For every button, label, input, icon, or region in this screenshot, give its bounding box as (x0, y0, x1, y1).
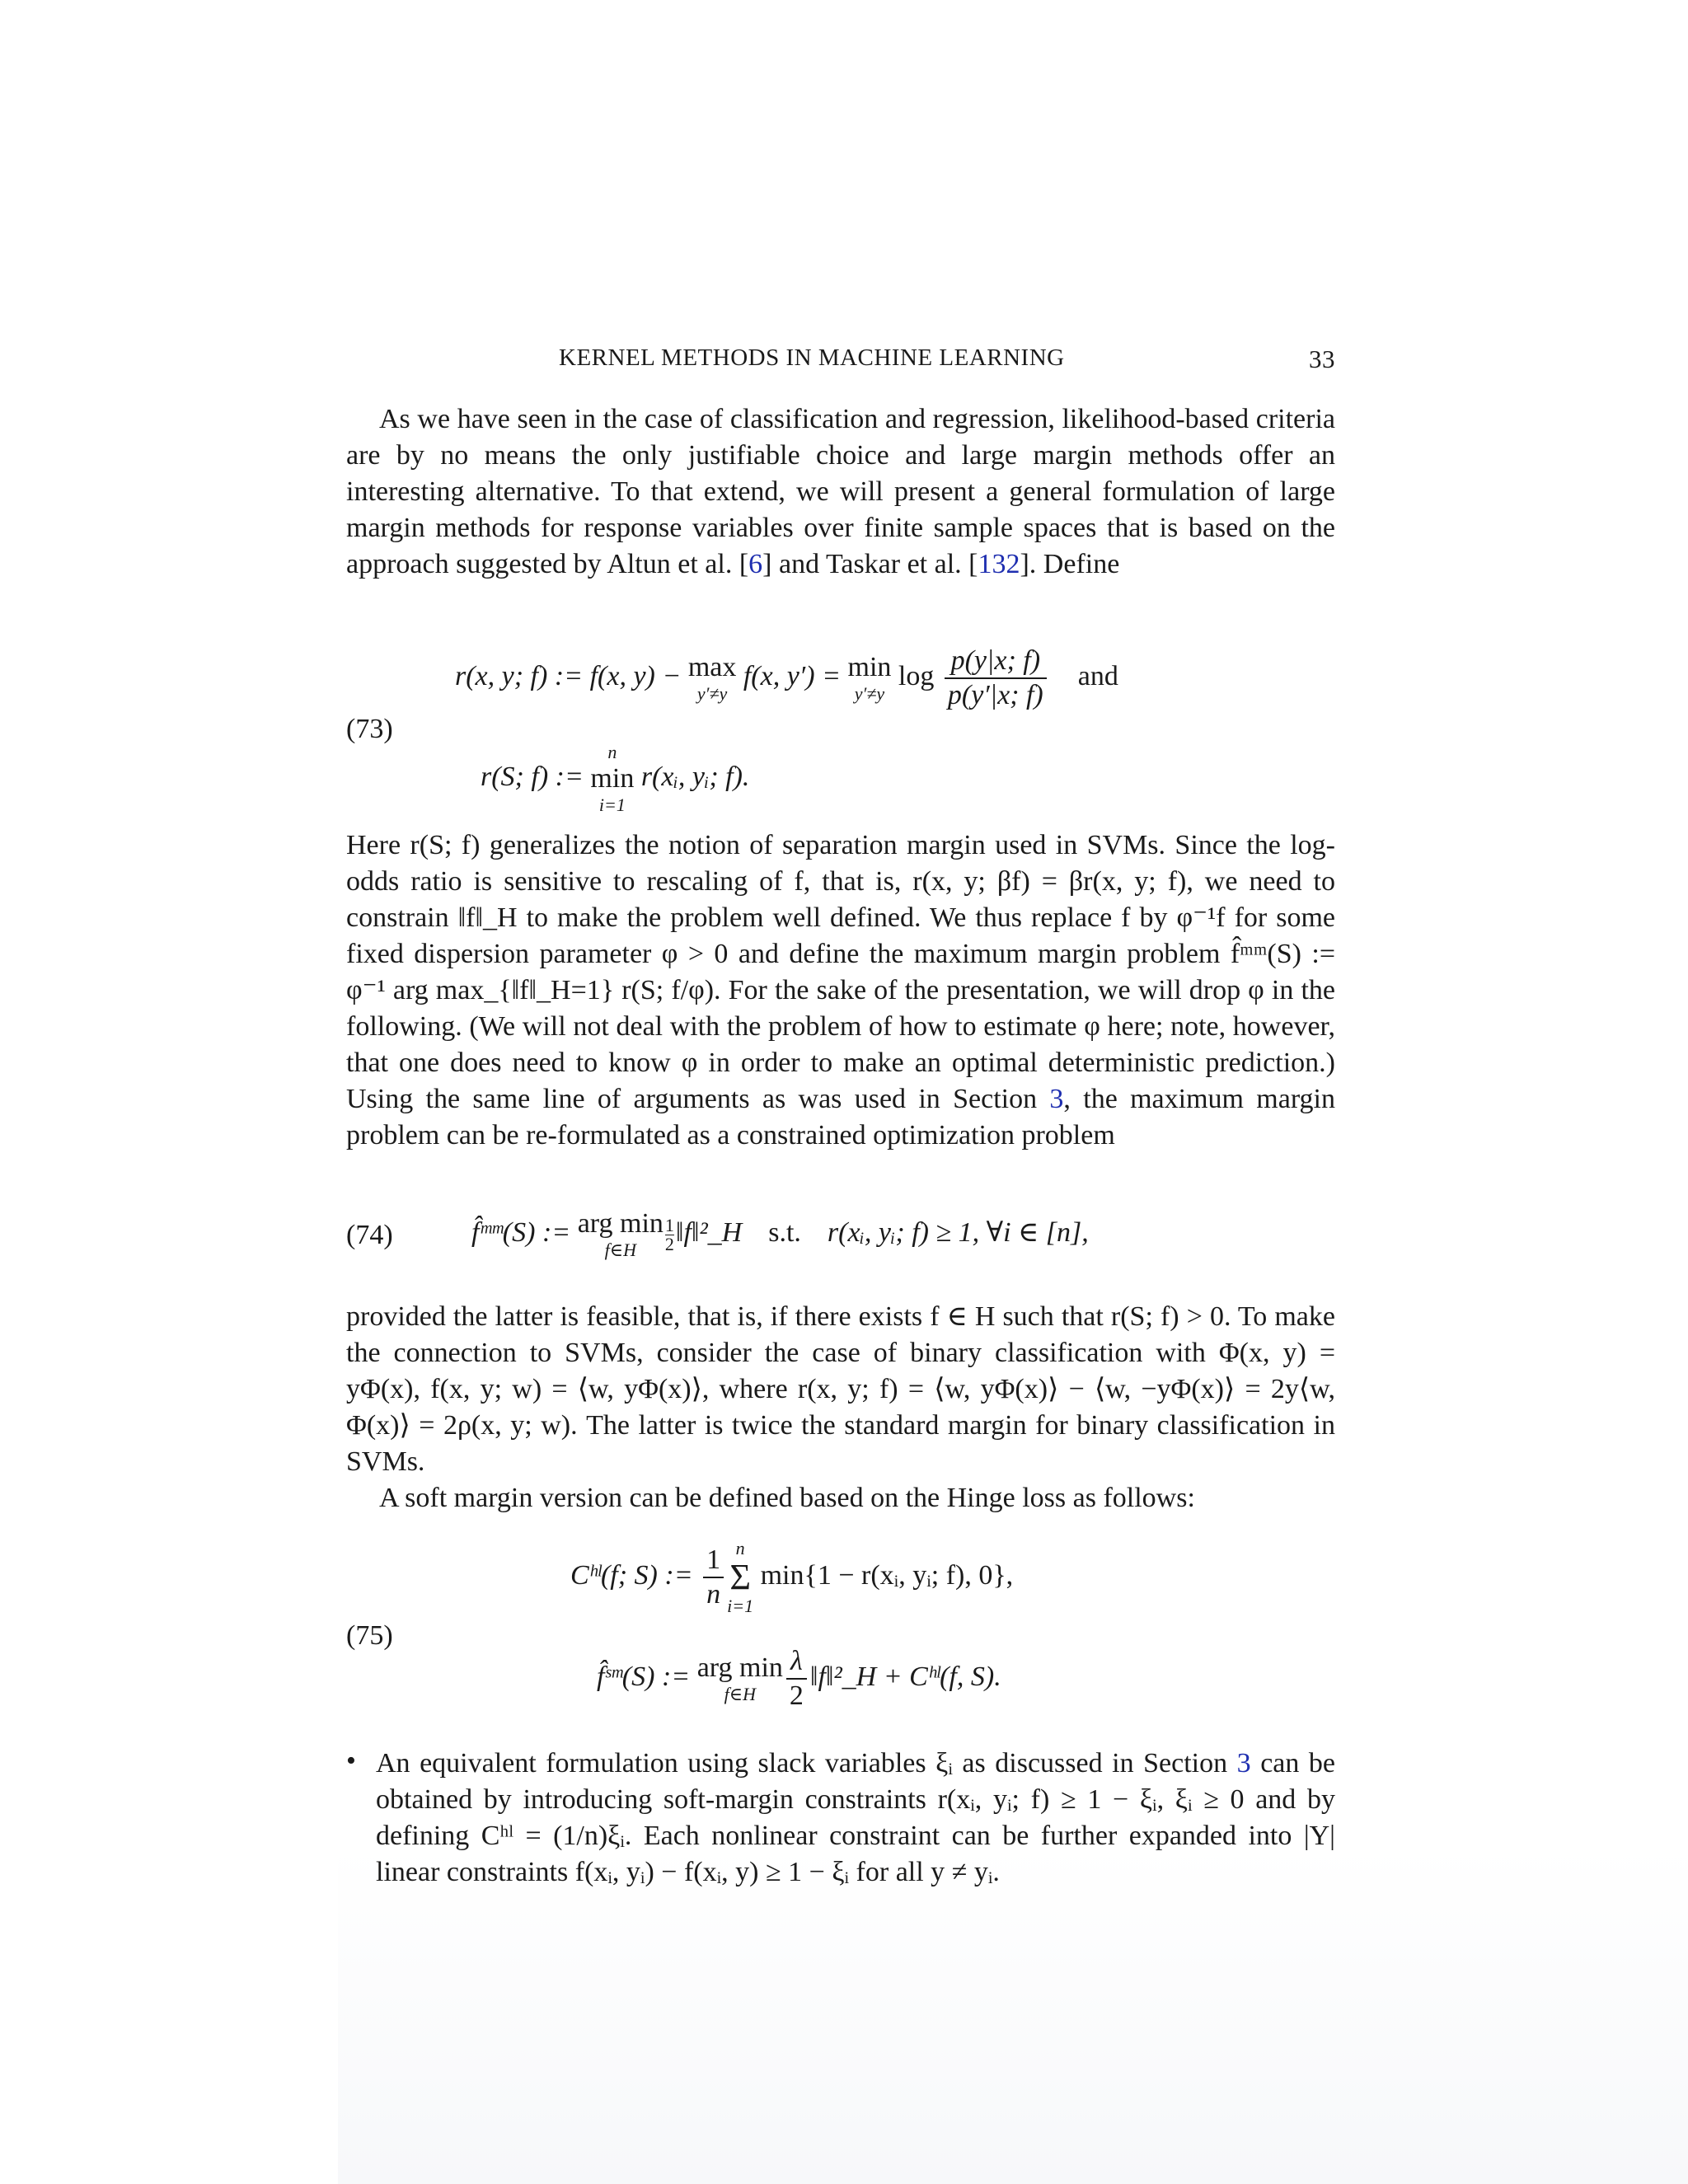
section-link-3[interactable]: 3 (1049, 1084, 1064, 1114)
bullet-text: An equivalent formulation using slack variables ξᵢ as discussed in Section 3 can be obtained by introducing soft-margin constraints r(xᵢ, yᵢ; f) ≥ 1 − ξᵢ, ξᵢ ≥ 0 and by defining Cʰˡ = (1/n)ξᵢ. Each nonlinear constraint can be further expanded into |Y| linear constraints f(xᵢ, yᵢ) − f(xᵢ, y) ≥ 1 − ξᵢ for all y ≠ yᵢ. (376, 1748, 1336, 1887)
intro-text: As we have seen in the case of classification and regression, likelihood-based criteria are by no means the only justifiable choice and large margin methods offer an interesting alternative. To that extend, we will present a general formulation of large margin methods for response variables over finite sample spaces that is based on the approach suggested by Altun et al. [ (346, 404, 1335, 579)
equation-number-73: (73) (346, 714, 393, 744)
intro-text-end: ]. Define (1020, 549, 1120, 579)
equation-74-body: f̂ᵐᵐ(S) := arg min f∈H $\frac{1}{2}‖f‖^2\_H$ s.t. r(xᵢ, yᵢ; f) ≥ 1, ∀i ∈ [n], (471, 1208, 1089, 1260)
bullet-icon: • (346, 1746, 356, 1776)
equation-75-line-2: f̂ˢᵐ(S) := arg min f∈H $\frac{\lambda}{2}$ ‖f‖²_H + Cʰˡ(f, S). (597, 1646, 1001, 1711)
intro-paragraph (346, 401, 1335, 583)
equation-73-line-2: r(S; f) := n min i=1 r(xᵢ, yᵢ; f). (481, 742, 750, 815)
equation-number-74: (74) (346, 1220, 393, 1250)
equation-73-and: and (1077, 660, 1118, 691)
citation-link-6[interactable]: 6 (748, 549, 763, 579)
page-bottom-shade (338, 1846, 1688, 2184)
svm-connection-paragraph (346, 1299, 1335, 1516)
margin-text: Here r(S; f) generalizes the notion of separation margin used in SVMs. Since the log-odds ratio is sensitive to rescaling of f, that is, r(x, y; βf) = βr(x, y; f), we need to constrain ‖f‖_H to make the problem well defined. We thus replace f by φ⁻¹f for some fixed dispersion parameter φ > 0 and define the maximum margin problem f̂ᵐᵐ(S) := φ⁻¹ arg max_{‖f‖_H=1} r(S; f/φ). For the sake of the presentation, we will drop φ in the following. (We will not deal with the problem of how to estimate φ here; note, however, that one does need to know φ in order to make an optimal deterministic prediction.) Using the same line of arguments as was used in Section (346, 830, 1335, 1114)
margin-text-end: , the maximum margin problem can be re-formulated as a constrained optimization problem (346, 1084, 1335, 1151)
running-title: KERNEL METHODS IN MACHINE LEARNING (559, 344, 1065, 371)
page-number: 33 (1309, 344, 1335, 373)
section-link-3-bullet[interactable]: 3 (1236, 1748, 1251, 1779)
equation-75-line-1: Cʰˡ(f; S) := $\frac{1}{n}$ n Σ i=1 min{1 − r(xᵢ, yᵢ; f), 0}, (570, 1538, 1014, 1616)
running-header (346, 341, 1335, 376)
intro-text-mid: ] and Taskar et al. [ (762, 549, 978, 579)
soft-margin-intro: A soft margin version can be defined based on the Hinge loss as follows: (379, 1483, 1195, 1513)
equation-73-line-1: r(x, y; f) := f(x, y) − max y′≠y f(x, y′) = min y′≠y log $\frac{p(y|x; f)}{p(y'|x; f)}$ and (455, 645, 1118, 710)
margin-paragraph (346, 827, 1335, 1154)
citation-link-132[interactable]: 132 (978, 549, 1020, 579)
equation-number-75: (75) (346, 1620, 393, 1651)
svm-connection-text: provided the latter is feasible, that is, if there exists f ∈ H such that r(S; f) > 0. To make the connection to SVMs, consider the case of binary classification with Φ(x, y) = yΦ(x), f(x, y; w) = ⟨w, yΦ(x)⟩, where r(x, y; f) = ⟨w, yΦ(x)⟩ − ⟨w, −yΦ(x)⟩ = 2y⟨w, Φ(x)⟩ = 2ρ(x, y; w). The latter is twice the standard margin for binary classification in SVMs. (346, 1301, 1335, 1477)
